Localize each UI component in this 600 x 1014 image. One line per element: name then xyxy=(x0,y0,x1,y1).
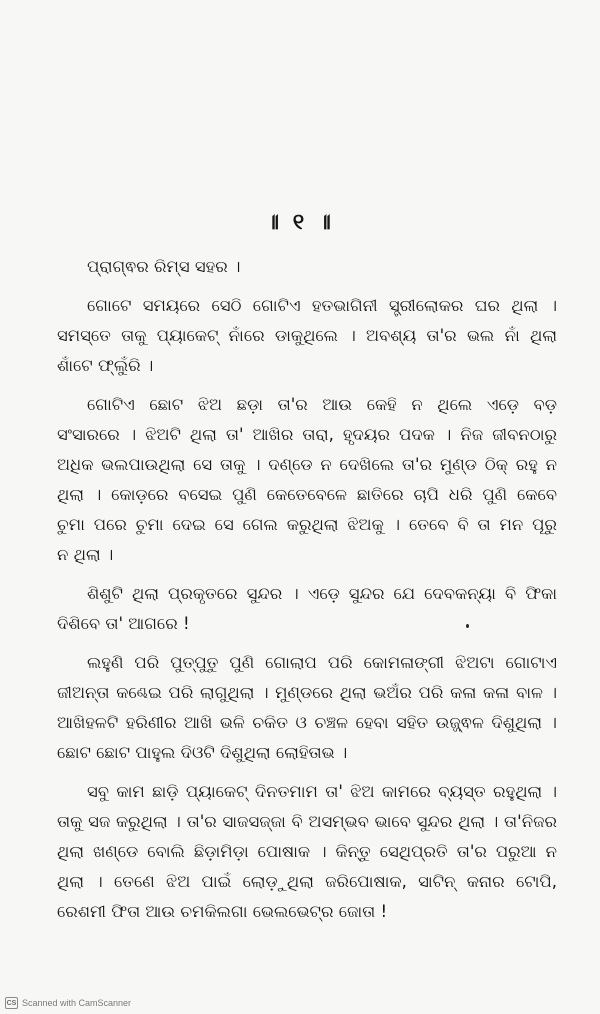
text-line: ଗୋଟିଏ ଛୋଟ ଝିଅ ଛଡ଼ା ତା'ର ଆଉ କେହି ନ ଥିଲେ ଏଡ଼େ ବଡ଼ xyxy=(87,395,557,414)
text-line: ଲହୁଣି ପରି ପୁତ୍ପୁତୁ ପୁଣି ଗୋଲାପ ପରି କୋମଳାଙ୍ଗୀ ଝିଅଟା ଗୋଟାଏ xyxy=(87,653,557,672)
paragraph-4 xyxy=(57,579,557,639)
text-line: ଅଧିକ ଭଲପାଉଥିଲା ସେ ତାକୁ । ଦଣ୍ଡେ ନ ଦେଖିଲେ ତା'ର ମୁଣ୍ଡ ଠିକ୍ ରହୁ ନ xyxy=(57,455,557,474)
text-line: ଥିଲା । କୋଡ଼ରେ ବସେଇ ପୁଣି କେତେବେଳେ ଛାତିରେ ଚାପି ଧରି ପୁଣି କେବେ xyxy=(57,485,557,504)
text-line: ଚୁମା ପରେ ଚୁମା ଦେଇ ସେ ଗେଲ କରୁଥିଲା ଝିଅକୁ । ତେବେ ବି ତା ମନ ପୂରୁ xyxy=(57,515,557,534)
paragraph-3 xyxy=(57,390,557,570)
text-line: ଶାଁଟେ ଫ୍ଲୁଁରି । xyxy=(57,356,154,375)
text-line: ଶିଶୁଟି ଥିଲା ପ୍ରକୃତରେ ସୁନ୍ଦର । ଏଡ଼େ ସୁନ୍ଦର ଯେ ଦେବକନ୍ୟା ବି ଫିକା xyxy=(87,584,557,603)
text-line: ଗୋଟେ ସମୟରେ ସେଠି ଗୋଟିଏ ହତଭାଗିନୀ ସ୍ତ୍ରୀଲୋକର ଘର ଥିଲା । xyxy=(87,296,557,315)
paragraph-2 xyxy=(57,291,557,381)
camscanner-logo-icon: CS xyxy=(5,997,18,1009)
text-line: ପ୍ରାଗ୍ଵର ରିମ୍ସ ସହର । xyxy=(87,257,241,276)
watermark-text: Scanned with CamScanner xyxy=(22,998,132,1008)
text-line: ରେଶମୀ ଫିତା ଆଉ ଚମକିଲଗା ଭେଲଭେଟ୍‌ର ଜୋତା ! xyxy=(57,902,388,921)
paragraph-5 xyxy=(57,648,557,768)
text-line: ଜୀଅନ୍ତା କଣ୍ଢେଇ ପରି ଲାଗୁଥିଲା । ମୁଣ୍ଡରେ ଥିଲା ଭଅଁର ପରି କଳା କଳା ବାଳ । xyxy=(57,683,557,702)
text-line: ଥିଲା ଖଣ୍ଡେ ବୋଲି ଛିଡ଼ାମିଡ଼ା ପୋଷାକ । କିନ୍ତୁ ସେଥିପ୍ରତି ତା'ର ପରୁଆ ନ xyxy=(57,842,557,861)
text-line: ସଂସାରରେ । ଝିଅଟି ଥିଲା ତା' ଆଖିର ତାରା, ହୃଦୟର ପଦକ । ନିଜ ଜୀବନଠାରୁ xyxy=(57,425,557,444)
paragraph-6 xyxy=(57,777,557,927)
body-text xyxy=(57,252,557,936)
text-line: ତାକୁ ସଜ କରୁଥିଲା । ତା'ର ସାଜସଜ୍ଜା ବି ଅସମ୍ଭବ ଭାବେ ସୁନ୍ଦର ଥିଲା । ତା'ନିଜର xyxy=(57,812,557,831)
text-line: ଆଖିହଳଟି ହରିଣୀର ଆଖି ଭଳି ଚକିତ ଓ ଚଞ୍ଚଳ ହେବା ସହିତ ଉଜ୍ଜ୍ଵଳ ଦିଶୁଥିଲା । xyxy=(57,713,557,732)
chapter-heading: ॥ ୧ ॥ xyxy=(266,210,334,235)
paragraph-1 xyxy=(57,252,557,282)
scanner-watermark xyxy=(5,996,131,1010)
scan-speck xyxy=(466,624,469,628)
text-line: ଦିଶିବେ ତା' ଆଗରେ ! xyxy=(57,614,190,633)
text-line: ଛୋଟ ଛୋଟ ପାହୁଲ ଦିଓଟି ଦିଶୁଥିଲା ଲୋହିତାଭ । xyxy=(57,743,348,762)
text-line: ସମସ୍ତେ ତାକୁ ପ୍ୟାକେଟ୍ ନାଁରେ ଡାକୁଥିଲେ । ଅବଶ୍ୟ ତା'ର ଭଲ ନାଁ ଥିଲା xyxy=(57,326,557,345)
text-line: ଥିଲା । ତେଣେ ଝିଅ ପାଇଁ ଲୋଡ଼ୁଥିଲା ଜରିପୋଷାକ, ସାଟିନ୍ କନାର ଟୋପି, xyxy=(57,872,557,891)
text-line: ନ ଥିଲା । xyxy=(57,545,114,564)
text-line: ସବୁ କାମ ଛାଡ଼ି ପ୍ୟାକେଟ୍ ଦିନତମାମ ତା' ଝିଅ କାମରେ ବ୍ୟସ୍ତ ରହୁଥିଲା । xyxy=(87,782,557,801)
